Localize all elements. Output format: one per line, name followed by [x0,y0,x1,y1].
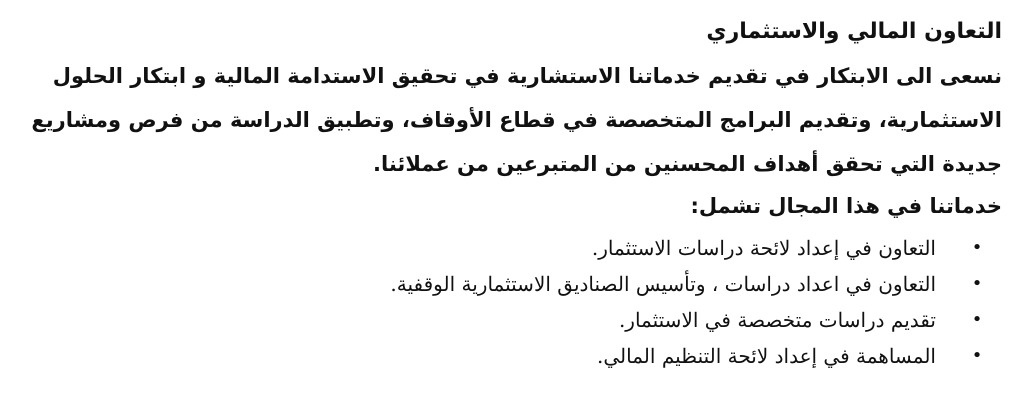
section-title: التعاون المالي والاستثماري [706,19,1002,44]
list-item-text: التعاون في إعداد لائحة دراسات الاستثمار. [591,236,936,260]
list-item-text: المساهمة في إعداد لائحة التنظيم المالي. [597,344,936,368]
intro-paragraph [31,54,1002,186]
list-item [40,338,1002,374]
paragraph-line: جديدة التي تحقق أهداف المحسنين من المتبرعين من عملائنا. [373,152,1002,176]
list-item [40,302,1002,338]
bullet-icon: • [971,345,983,366]
list-item-text: التعاون في اعداد دراسات ، وتأسيس الصناديق الاستثمارية الوقفية. [390,272,936,296]
services-heading: خدماتنا في هذا المجال تشمل: [690,194,1002,218]
list-item-text: تقديم دراسات متخصصة في الاستثمار. [618,308,936,332]
paragraph-line: نسعى الى الابتكار في تقديم خدماتنا الاستشارية في تحقيق الاستدامة المالية و ابتكار الحلول [52,64,1002,88]
bullet-icon: • [971,309,983,330]
list-item [40,266,1002,302]
bullet-icon: • [971,273,983,294]
bullet-icon: • [971,237,983,258]
paragraph-line: الاستثمارية، وتقديم البرامج المتخصصة في قطاع الأوقاف، وتطبيق الدراسة من فرص ومشاريع [31,108,1002,132]
list-item [40,230,1002,266]
services-list [40,230,1002,374]
